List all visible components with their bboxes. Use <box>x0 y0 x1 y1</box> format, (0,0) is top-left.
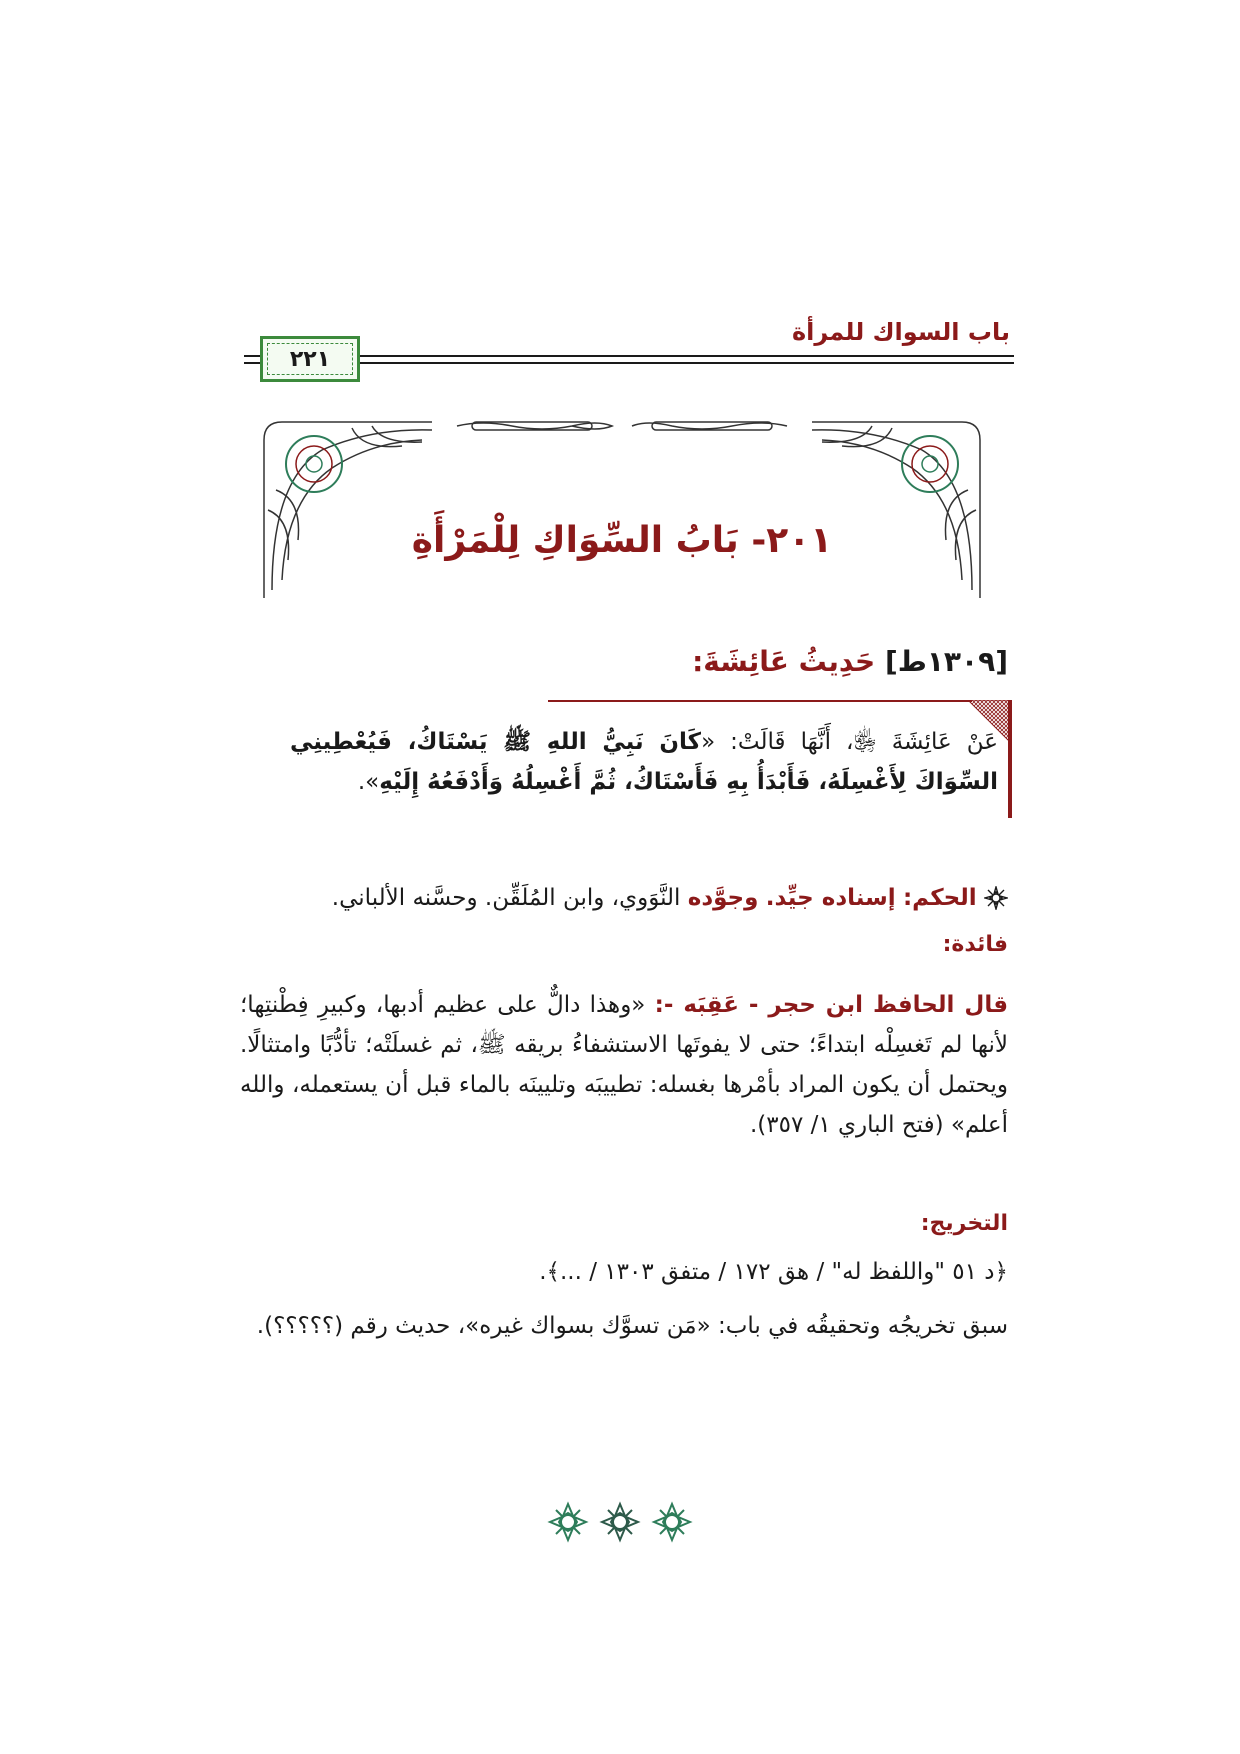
page-number: ٢٢١ <box>289 346 331 372</box>
hadith-text <box>290 722 998 802</box>
faida-speaker: قال الحافظ ابن حجر - عَقِبَه -: <box>654 992 1009 1018</box>
hadith-name: حَدِيثُ عَائِشَةَ: <box>692 645 876 678</box>
page-number-badge <box>260 336 360 382</box>
chapter-ornament-frame <box>262 420 982 600</box>
end-ornament-icon <box>540 1500 700 1544</box>
takhrij-label: التخريج: <box>920 1211 1008 1236</box>
hadith-matn: كَانَ نَبِيُّ اللهِ ﷺ يَسْتَاكُ، فَيُعْطِينِي السِّوَاكَ لِأَغْسِلَهُ، فَأَبْدَأُ بِهِ فَأَسْتَاكُ، ثُمَّ أَغْسِلُهُ وَأَدْفَعُهُ إِلَيْهِ <box>290 729 998 795</box>
hadith-box <box>290 700 1012 850</box>
running-title: باب السواك للمرأة <box>791 318 1010 346</box>
faida-text <box>240 985 1008 1145</box>
ruling-label: الحكم: <box>902 885 977 911</box>
ruling-paragraph <box>240 878 1008 918</box>
faida-quote: «وهذا دالٌّ على عظيم أدبها، وكبيرِ فِطْنتِها؛ لأنها لم تَغسِلْه ابتداءً؛ حتى لا يفوتَها الاستشفاءُ بريقه ﷺ، ثم غسلَتْه؛ تأدُّبًا وامتثالًا. ويحتمل أن يكون المراد بأمْرها بغسله: تطييبَه وتليينَه بالماء قبل أن يستعمله، والله أعلم» (فتح الباري ١/ ٣٥٧). <box>240 992 1008 1138</box>
ruling-grade: إسناده جيِّد. <box>765 885 896 911</box>
hadith-number: [١٣٠٩ط] <box>884 645 1008 678</box>
hadith-close: ». <box>357 769 380 795</box>
faida-label: فائدة: <box>942 932 1008 957</box>
hadith-intro: عَنْ عَائِشَةَ ﵂، أَنَّهَا قَالَتْ: « <box>701 729 998 755</box>
chapter-title: ٢٠١- بَابُ السِّوَاكِ لِلْمَرْأَةِ <box>411 520 833 561</box>
top-cartouche-ornament-icon <box>457 422 787 430</box>
ruling-rest: النَّوَوي، وابن المُلَقِّن. وحسَّنه الألباني. <box>331 885 681 911</box>
ruling-strengthened: وجوَّده <box>687 885 759 911</box>
flower-ornament-icon <box>984 886 1008 910</box>
right-corner-ornament-icon <box>812 422 980 598</box>
hadith-box-top-rule <box>548 700 972 702</box>
left-corner-ornament-icon <box>264 422 432 598</box>
previous-reference-text: سبق تخريجُه وتحقيقُه في باب: «مَن تسوَّك بسواك غيره»، حديث رقم (؟؟؟؟؟). <box>256 1313 1008 1339</box>
hadith-heading <box>692 645 1008 678</box>
takhrij-text: ﴿د ٥١ "واللفظ له" / هق ١٧٢ / متفق ١٣٠٣ / ...﴾. <box>539 1259 1008 1285</box>
